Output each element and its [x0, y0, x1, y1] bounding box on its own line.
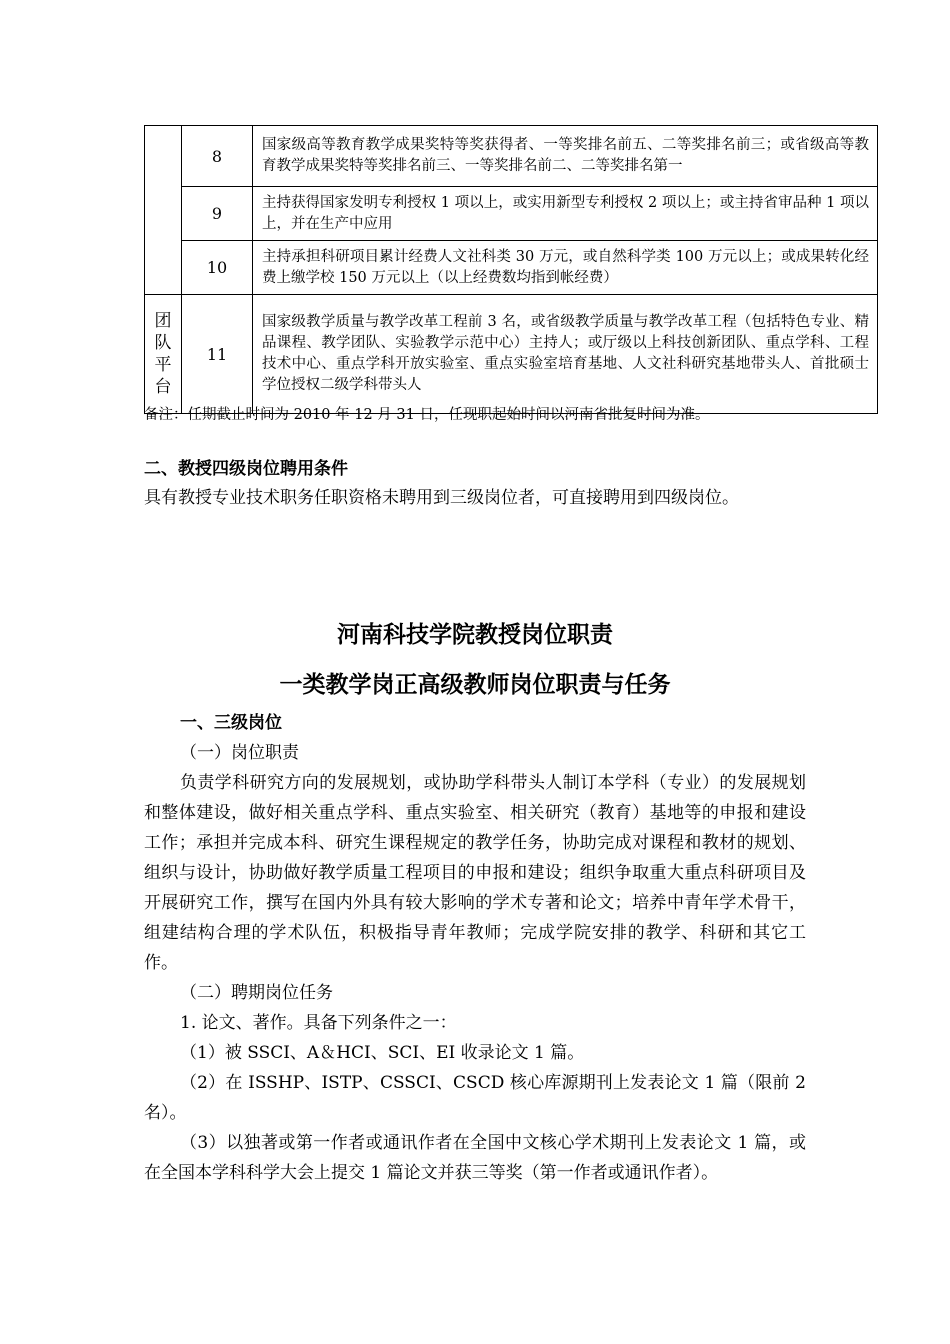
requirements-table: [144, 125, 878, 414]
document-title: 河南科技学院教授岗位职责: [337, 622, 613, 648]
task-subitem: （2）在 ISSHP、ISTP、CSSCI、CSCD 核心库源期刊上发表论文 1 篇（限前 2 名）。: [144, 1073, 806, 1123]
table-row: [145, 241, 878, 295]
row-text: 国家级教学质量与教学改革工程前 3 名，或省级教学质量与教学改革工程（包括特色专业、精品课程、教学团队、实验教学示范中心）主持人；或厅级以上科技创新团队、重点学科、工程技术中心、重点学科开放实验室、重点实验室培育基地、人文社科研究基地带头人、首批硕士学位授权二级学科带头人: [253, 295, 878, 414]
table-row: [145, 126, 878, 187]
row-number: 8: [182, 126, 253, 187]
section-heading: 二、教授四级岗位聘用条件: [144, 459, 348, 479]
task-subitem: （1）被 SSCI、A＆HCI、SCI、EI 收录论文 1 篇。: [180, 1043, 585, 1063]
document-subtitle: 一类教学岗正高级教师岗位职责与任务: [279, 672, 671, 698]
duty-heading: （一）岗位职责: [180, 743, 299, 763]
row-text: 主持承担科研项目累计经费人文社科类 30 万元，或自然科学类 100 万元以上；或成果转化经费上缴学校 150 万元以上（以上经费数均指到帐经费）: [253, 241, 878, 295]
table-row: [145, 295, 878, 414]
row-number: 10: [182, 241, 253, 295]
row-text: 国家级高等教育教学成果奖特等奖获得者、一等奖排名前五、二等奖排名前三；或省级高等教育教学成果奖特等奖排名前三、一等奖排名前二、二等奖排名第一: [253, 126, 878, 187]
category-cell-empty: [145, 126, 182, 295]
task-heading: （二）聘期岗位任务: [180, 983, 333, 1003]
task-item: 1. 论文、著作。具备下列条件之一：: [180, 1013, 457, 1033]
table-row: [145, 187, 878, 241]
row-number: 9: [182, 187, 253, 241]
task-subitem: （3）以独著或第一作者或通讯作者在全国中文核心学术期刊上发表论文 1 篇，或在全国本学科科学大会上提交 1 篇论文并获三等奖（第一作者或通讯作者）。: [144, 1133, 806, 1183]
category-cell: [145, 295, 182, 414]
row-number: 11: [182, 295, 253, 414]
row-text: 主持获得国家发明专利授权 1 项以上，或实用新型专利授权 2 项以上；或主持省审品种 1 项以上，并在生产中应用: [253, 187, 878, 241]
document-body: [144, 708, 806, 1188]
section-body: 具有教授专业技术职务任职资格未聘用到三级岗位者，可直接聘用到四级岗位。: [144, 488, 739, 508]
duty-paragraph: 负责学科研究方向的发展规划，或协助学科带头人制订本学科（专业）的发展规划和整体建设，做好相关重点学科、重点实验室、相关研究（教育）基地等的申报和建设工作；承担并完成本科、研究生课程规定的教学任务，协助完成对课程和教材的规划、组织与设计，协助做好教学质量工程项目的申报和建设；组织争取重大重点科研项目及开展研究工作，撰写在国内外具有较大影响的学术专著和论文；培养中青年学术骨干，组建结构合理的学术队伍，积极指导青年教师；完成学院安排的教学、科研和其它工作。: [144, 773, 806, 973]
level3-heading: 一、三级岗位: [180, 713, 282, 733]
table-note: 备注：任期截止时间为 2010 年 12 月 31 日，任现职起始时间以河南省批复时间为准。: [144, 407, 710, 423]
category-label: 团队平台: [154, 311, 172, 397]
